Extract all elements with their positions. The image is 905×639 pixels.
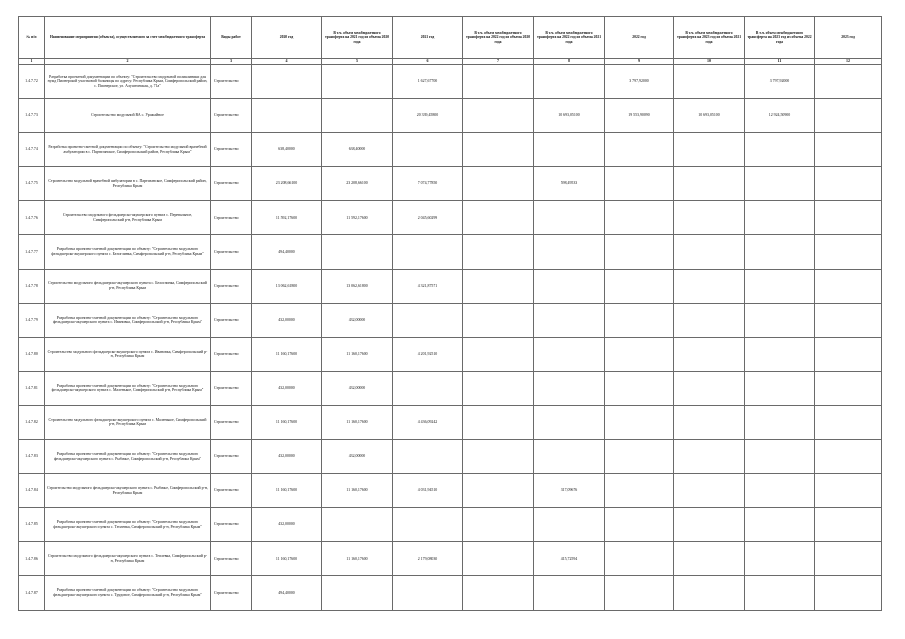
cell-value-2022-from-2020 bbox=[463, 269, 534, 303]
cell-value-2022-from-2021 bbox=[534, 576, 605, 610]
cell-value-2023-from-2022 bbox=[745, 235, 815, 269]
column-header-11: В т.ч. объем межбюджетного трансферта на 2023 год из объема 2022 года bbox=[745, 17, 815, 59]
cell-value-2020: 432,00000 bbox=[252, 508, 322, 542]
cell-value-2021 bbox=[393, 303, 463, 337]
cell-measure-name: Разработка проектной документации по объекту: "Строительство модульной поликлиники для нужд Пионерской участковой больницы по адресу: Республика Крым, Симферопольский район, с. Пионерское, ул. Алуштинская, д. 71а" bbox=[45, 65, 211, 99]
cell-value-2022-from-2021 bbox=[534, 371, 605, 405]
cell-row-number: 1.4.7.79 bbox=[19, 303, 45, 337]
column-number-12: 12 bbox=[815, 59, 882, 65]
cell-value-2022-from-2020 bbox=[463, 576, 534, 610]
cell-value-2022-from-2021 bbox=[534, 235, 605, 269]
cell-value-2023-from-2022 bbox=[745, 405, 815, 439]
cell-value-2020: 23 208,66100 bbox=[252, 167, 322, 201]
column-header-12: 2023 год bbox=[815, 17, 882, 59]
funding-table bbox=[18, 16, 882, 611]
cell-row-number: 1.4.7.85 bbox=[19, 508, 45, 542]
table-row bbox=[19, 474, 882, 508]
cell-value-2022-from-2021: 598,49533 bbox=[534, 167, 605, 201]
column-header-1: № п/п bbox=[19, 17, 45, 59]
cell-value-2022 bbox=[605, 405, 674, 439]
table-row bbox=[19, 201, 882, 235]
cell-value-2021: 4 031,94510 bbox=[393, 474, 463, 508]
cell-value-2022-from-2020 bbox=[463, 303, 534, 337]
cell-value-2022-from-2021 bbox=[534, 440, 605, 474]
cell-value-2023-from-2022 bbox=[745, 508, 815, 542]
cell-value-2023 bbox=[815, 167, 882, 201]
cell-value-2021-from-2020: 11 160,17600 bbox=[322, 474, 393, 508]
cell-value-2022-from-2020 bbox=[463, 235, 534, 269]
cell-value-2022-from-2020 bbox=[463, 133, 534, 167]
cell-value-2023-from-2021 bbox=[674, 337, 745, 371]
cell-value-2020: 13 062,61800 bbox=[252, 269, 322, 303]
cell-work-type: Строительство bbox=[211, 167, 252, 201]
cell-value-2021: 2 045,60299 bbox=[393, 201, 463, 235]
cell-value-2023 bbox=[815, 65, 882, 99]
cell-value-2022 bbox=[605, 508, 674, 542]
cell-work-type: Строительство bbox=[211, 65, 252, 99]
cell-value-2023-from-2021: 10 693,05100 bbox=[674, 99, 745, 133]
cell-value-2023-from-2022 bbox=[745, 371, 815, 405]
cell-value-2021: 1 627,67700 bbox=[393, 65, 463, 99]
cell-value-2020: 11 160,17600 bbox=[252, 542, 322, 576]
cell-value-2021: 7 074,77850 bbox=[393, 167, 463, 201]
cell-work-type: Строительство bbox=[211, 99, 252, 133]
cell-value-2023-from-2021 bbox=[674, 508, 745, 542]
cell-measure-name: Строительство модульного фельдшерско-акушерского пункта с. Рыбачье, Симферопольский р-н, Республика Крым bbox=[45, 474, 211, 508]
cell-value-2020: 432,00000 bbox=[252, 371, 322, 405]
cell-row-number: 1.4.7.76 bbox=[19, 201, 45, 235]
cell-value-2021: 4 201,92510 bbox=[393, 337, 463, 371]
table-row bbox=[19, 508, 882, 542]
cell-value-2023 bbox=[815, 269, 882, 303]
cell-value-2022-from-2021 bbox=[534, 133, 605, 167]
cell-value-2022-from-2020 bbox=[463, 371, 534, 405]
cell-work-type: Строительство bbox=[211, 235, 252, 269]
table-body bbox=[19, 65, 882, 611]
cell-value-2021-from-2020 bbox=[322, 508, 393, 542]
header-row bbox=[19, 17, 882, 59]
table-row bbox=[19, 99, 882, 133]
cell-value-2022 bbox=[605, 474, 674, 508]
cell-value-2021-from-2020 bbox=[322, 576, 393, 610]
cell-row-number: 1.4.7.77 bbox=[19, 235, 45, 269]
cell-value-2022-from-2020 bbox=[463, 167, 534, 201]
cell-value-2023-from-2022 bbox=[745, 474, 815, 508]
column-number-3: 3 bbox=[211, 59, 252, 65]
cell-value-2021-from-2020: 11 160,17600 bbox=[322, 542, 393, 576]
cell-value-2022-from-2021 bbox=[534, 508, 605, 542]
cell-value-2021-from-2020: 13 062,61800 bbox=[322, 269, 393, 303]
cell-value-2022 bbox=[605, 235, 674, 269]
cell-work-type: Строительство bbox=[211, 269, 252, 303]
column-number-8: 8 bbox=[534, 59, 605, 65]
cell-value-2022: 19 553,90090 bbox=[605, 99, 674, 133]
cell-measure-name: Разработка проектно-сметной документации по объекту: "Строительство модульного фельдшерско-акушерского пункта с. Рыбачье, Симферопольский р-н, Республика Крым" bbox=[45, 440, 211, 474]
cell-value-2021-from-2020 bbox=[322, 65, 393, 99]
table-row bbox=[19, 371, 882, 405]
cell-row-number: 1.4.7.86 bbox=[19, 542, 45, 576]
cell-value-2023-from-2021 bbox=[674, 65, 745, 99]
table-row bbox=[19, 337, 882, 371]
cell-value-2020: 11 592,17600 bbox=[252, 201, 322, 235]
table-row bbox=[19, 440, 882, 474]
cell-value-2023-from-2022 bbox=[745, 167, 815, 201]
cell-value-2021-from-2020: 23 208,66100 bbox=[322, 167, 393, 201]
column-number-11: 11 bbox=[745, 59, 815, 65]
cell-value-2021-from-2020: 11 160,17600 bbox=[322, 337, 393, 371]
cell-value-2023-from-2021 bbox=[674, 235, 745, 269]
cell-value-2021: 4 321,87571 bbox=[393, 269, 463, 303]
cell-value-2023 bbox=[815, 371, 882, 405]
cell-value-2022-from-2021: 415,72594 bbox=[534, 542, 605, 576]
cell-value-2020: 432,00000 bbox=[252, 303, 322, 337]
cell-value-2022-from-2020 bbox=[463, 474, 534, 508]
cell-value-2022 bbox=[605, 371, 674, 405]
cell-measure-name: Разработка проектно-сметной документации по объекту: "Строительство модульного фельдшерско-акушерского пункта с. Маленькое, Симферопольский р-н, Республика Крым" bbox=[45, 371, 211, 405]
cell-row-number: 1.4.7.73 bbox=[19, 99, 45, 133]
cell-value-2022-from-2021 bbox=[534, 65, 605, 99]
cell-value-2023-from-2021 bbox=[674, 201, 745, 235]
table-row bbox=[19, 133, 882, 167]
table-row bbox=[19, 167, 882, 201]
cell-value-2022 bbox=[605, 337, 674, 371]
cell-value-2021: 2 179,08030 bbox=[393, 542, 463, 576]
cell-value-2023-from-2022: 12 924,50900 bbox=[745, 99, 815, 133]
cell-work-type: Строительство bbox=[211, 576, 252, 610]
cell-value-2023 bbox=[815, 405, 882, 439]
cell-value-2022-from-2020 bbox=[463, 337, 534, 371]
cell-value-2023-from-2021 bbox=[674, 269, 745, 303]
table-row bbox=[19, 269, 882, 303]
cell-row-number: 1.4.7.74 bbox=[19, 133, 45, 167]
cell-work-type: Строительство bbox=[211, 303, 252, 337]
cell-value-2023-from-2021 bbox=[674, 303, 745, 337]
cell-work-type: Строительство bbox=[211, 474, 252, 508]
cell-value-2021 bbox=[393, 576, 463, 610]
cell-row-number: 1.4.7.87 bbox=[19, 576, 45, 610]
cell-value-2023-from-2022 bbox=[745, 440, 815, 474]
cell-value-2022-from-2020 bbox=[463, 201, 534, 235]
cell-value-2021-from-2020 bbox=[322, 99, 393, 133]
cell-value-2021-from-2020: 638,40000 bbox=[322, 133, 393, 167]
column-header-10: В т.ч. объем межбюджетного трансферта на 2023 год из объема 2021 года bbox=[674, 17, 745, 59]
cell-value-2021 bbox=[393, 133, 463, 167]
cell-value-2023-from-2022 bbox=[745, 201, 815, 235]
cell-value-2021 bbox=[393, 235, 463, 269]
cell-value-2021 bbox=[393, 508, 463, 542]
cell-value-2021-from-2020: 432,00000 bbox=[322, 440, 393, 474]
cell-value-2021-from-2020: 432,00000 bbox=[322, 303, 393, 337]
cell-value-2023-from-2022: 3 797,92000 bbox=[745, 65, 815, 99]
table-row bbox=[19, 235, 882, 269]
table-row bbox=[19, 542, 882, 576]
cell-value-2022-from-2021 bbox=[534, 303, 605, 337]
cell-value-2023 bbox=[815, 303, 882, 337]
cell-value-2021: 4 436,09242 bbox=[393, 405, 463, 439]
cell-measure-name: Разработка проектно-сметной документации по объекту: "Строительство модульного фельдшерско-акушерского пункта с. Трудовое, Симферопольский р-н, Республика Крым" bbox=[45, 576, 211, 610]
cell-value-2022-from-2020 bbox=[463, 405, 534, 439]
cell-value-2023 bbox=[815, 337, 882, 371]
cell-value-2022-from-2020 bbox=[463, 542, 534, 576]
cell-work-type: Строительство bbox=[211, 133, 252, 167]
cell-value-2022-from-2021 bbox=[534, 337, 605, 371]
cell-value-2020: 11 160,17600 bbox=[252, 337, 322, 371]
cell-value-2023-from-2021 bbox=[674, 576, 745, 610]
cell-value-2022-from-2020 bbox=[463, 508, 534, 542]
column-header-5: В т.ч. объем межбюджетного трансферта на 2021 год из объема 2020 года bbox=[322, 17, 393, 59]
cell-value-2021-from-2020: 11 592,17600 bbox=[322, 201, 393, 235]
cell-value-2023 bbox=[815, 235, 882, 269]
cell-row-number: 1.4.7.83 bbox=[19, 440, 45, 474]
cell-value-2021-from-2020 bbox=[322, 235, 393, 269]
cell-value-2020: 494,40000 bbox=[252, 576, 322, 610]
cell-work-type: Строительство bbox=[211, 508, 252, 542]
cell-value-2022 bbox=[605, 440, 674, 474]
cell-measure-name: Разработка проектно-сметной документации по объекту: "Строительство модульного фельдшерско-акушерского пункта с. Ивановка, Симферопольский р-н, Республика Крым" bbox=[45, 303, 211, 337]
column-number-5: 5 bbox=[322, 59, 393, 65]
cell-value-2023 bbox=[815, 201, 882, 235]
cell-value-2020: 11 160,17600 bbox=[252, 474, 322, 508]
column-header-4: 2020 год bbox=[252, 17, 322, 59]
cell-value-2022-from-2021 bbox=[534, 269, 605, 303]
cell-value-2023 bbox=[815, 576, 882, 610]
cell-value-2022-from-2021 bbox=[534, 201, 605, 235]
column-header-3: Виды работ bbox=[211, 17, 252, 59]
cell-work-type: Строительство bbox=[211, 542, 252, 576]
column-number-2: 2 bbox=[45, 59, 211, 65]
cell-value-2020 bbox=[252, 99, 322, 133]
cell-row-number: 1.4.7.75 bbox=[19, 167, 45, 201]
cell-value-2020: 11 160,17600 bbox=[252, 405, 322, 439]
cell-measure-name: Строительство модульного фельдшерско-акушерского пункта с. Белоглинка, Симферопольский р-н, Республика Крым bbox=[45, 269, 211, 303]
cell-value-2022-from-2020 bbox=[463, 440, 534, 474]
column-header-6: 2021 год bbox=[393, 17, 463, 59]
cell-value-2020 bbox=[252, 65, 322, 99]
column-number-10: 10 bbox=[674, 59, 745, 65]
cell-value-2022 bbox=[605, 133, 674, 167]
cell-measure-name: Строительство модульного фельдшерско-акушерского пункта с. Теплевка, Симферопольский р-н, Республика Крым bbox=[45, 542, 211, 576]
table-row bbox=[19, 405, 882, 439]
cell-value-2023 bbox=[815, 133, 882, 167]
cell-work-type: Строительство bbox=[211, 337, 252, 371]
cell-value-2023-from-2021 bbox=[674, 371, 745, 405]
table-row bbox=[19, 303, 882, 337]
cell-value-2023 bbox=[815, 542, 882, 576]
cell-value-2022-from-2020 bbox=[463, 99, 534, 133]
cell-value-2023-from-2022 bbox=[745, 337, 815, 371]
cell-value-2022 bbox=[605, 167, 674, 201]
cell-value-2021 bbox=[393, 440, 463, 474]
document-page bbox=[18, 16, 881, 611]
cell-measure-name: Строительство модульного фельдшерско-акушерского пункта с. Ивановка, Симферопольский р-н, Республика Крым bbox=[45, 337, 211, 371]
cell-value-2020: 432,00000 bbox=[252, 440, 322, 474]
cell-value-2021 bbox=[393, 371, 463, 405]
cell-value-2023-from-2021 bbox=[674, 440, 745, 474]
column-number-9: 9 bbox=[605, 59, 674, 65]
column-header-9: 2022 год bbox=[605, 17, 674, 59]
cell-value-2023-from-2022 bbox=[745, 542, 815, 576]
cell-value-2021-from-2020: 432,00000 bbox=[322, 371, 393, 405]
table-row bbox=[19, 576, 882, 610]
cell-value-2022: 3 797,92000 bbox=[605, 65, 674, 99]
column-number-4: 4 bbox=[252, 59, 322, 65]
cell-value-2022-from-2021 bbox=[534, 405, 605, 439]
cell-value-2023 bbox=[815, 99, 882, 133]
cell-measure-name: Разработка проектно-сметной документации по объекту: "Строительство модульной врачебной амбулатории в с. Партизанское, Симферопольский район, Республика Крым" bbox=[45, 133, 211, 167]
cell-value-2020: 494,40000 bbox=[252, 235, 322, 269]
cell-value-2023 bbox=[815, 508, 882, 542]
cell-value-2023-from-2022 bbox=[745, 133, 815, 167]
cell-value-2022-from-2020 bbox=[463, 65, 534, 99]
column-header-8: В т.ч. объем межбюджетного трансферта на 2022 год из объема 2021 года bbox=[534, 17, 605, 59]
cell-row-number: 1.4.7.72 bbox=[19, 65, 45, 99]
cell-value-2023-from-2022 bbox=[745, 269, 815, 303]
cell-value-2023-from-2021 bbox=[674, 474, 745, 508]
cell-value-2022 bbox=[605, 303, 674, 337]
cell-value-2022-from-2021: 317,09676 bbox=[534, 474, 605, 508]
cell-value-2022 bbox=[605, 201, 674, 235]
cell-measure-name: Строительство модульной ВА с. Урожайное bbox=[45, 99, 211, 133]
column-number-7: 7 bbox=[463, 59, 534, 65]
cell-value-2022-from-2021: 10 693,05100 bbox=[534, 99, 605, 133]
cell-value-2023-from-2021 bbox=[674, 167, 745, 201]
cell-value-2023 bbox=[815, 440, 882, 474]
cell-row-number: 1.4.7.78 bbox=[19, 269, 45, 303]
cell-row-number: 1.4.7.82 bbox=[19, 405, 45, 439]
cell-row-number: 1.4.7.80 bbox=[19, 337, 45, 371]
cell-value-2020: 638,40000 bbox=[252, 133, 322, 167]
cell-value-2023-from-2022 bbox=[745, 576, 815, 610]
cell-measure-name: Разработка проектно-сметной документации по объекту: "Строительство модульного фельдшерско-акушерского пункта с. Теплевка, Симферопольский р-н, Республика Крым" bbox=[45, 508, 211, 542]
cell-value-2023 bbox=[815, 474, 882, 508]
cell-work-type: Строительство bbox=[211, 201, 252, 235]
cell-work-type: Строительство bbox=[211, 371, 252, 405]
cell-value-2023-from-2021 bbox=[674, 133, 745, 167]
cell-measure-name: Строительство модульного фельдшерско-акушерского пункта с. Перевальное, Симферопольский р-н, Республика Крым bbox=[45, 201, 211, 235]
cell-row-number: 1.4.7.81 bbox=[19, 371, 45, 405]
cell-measure-name: Разработка проектно-сметной документации по объекту: "Строительство модульного фельдшерско-акушерского пункта с. Белоглинка, Симферопольский р-н, Республика Крым" bbox=[45, 235, 211, 269]
cell-value-2021-from-2020: 11 160,17600 bbox=[322, 405, 393, 439]
cell-value-2022 bbox=[605, 269, 674, 303]
column-header-2: Наименование мероприятия (объекта), осуществляемого за счет межбюджетного трансферта bbox=[45, 17, 211, 59]
table-row bbox=[19, 65, 882, 99]
cell-row-number: 1.4.7.84 bbox=[19, 474, 45, 508]
cell-value-2023-from-2021 bbox=[674, 542, 745, 576]
cell-value-2023-from-2021 bbox=[674, 405, 745, 439]
cell-value-2021: 20 339,45800 bbox=[393, 99, 463, 133]
cell-value-2023-from-2022 bbox=[745, 303, 815, 337]
cell-work-type: Строительство bbox=[211, 405, 252, 439]
cell-measure-name: Строительство модульного фельдшерско-акушерского пункта с. Маленькое, Симферопольский р-н, Республика Крым bbox=[45, 405, 211, 439]
column-number-1: 1 bbox=[19, 59, 45, 65]
column-header-7: В т.ч. объем межбюджетного трансферта на 2022 год из объема 2020 года bbox=[463, 17, 534, 59]
cell-work-type: Строительство bbox=[211, 440, 252, 474]
cell-value-2022 bbox=[605, 542, 674, 576]
cell-value-2022 bbox=[605, 576, 674, 610]
cell-measure-name: Строительство модульной врачебной амбулатории в с. Партизанское, Симферопольский район, Республика Крым bbox=[45, 167, 211, 201]
column-number-6: 6 bbox=[393, 59, 463, 65]
